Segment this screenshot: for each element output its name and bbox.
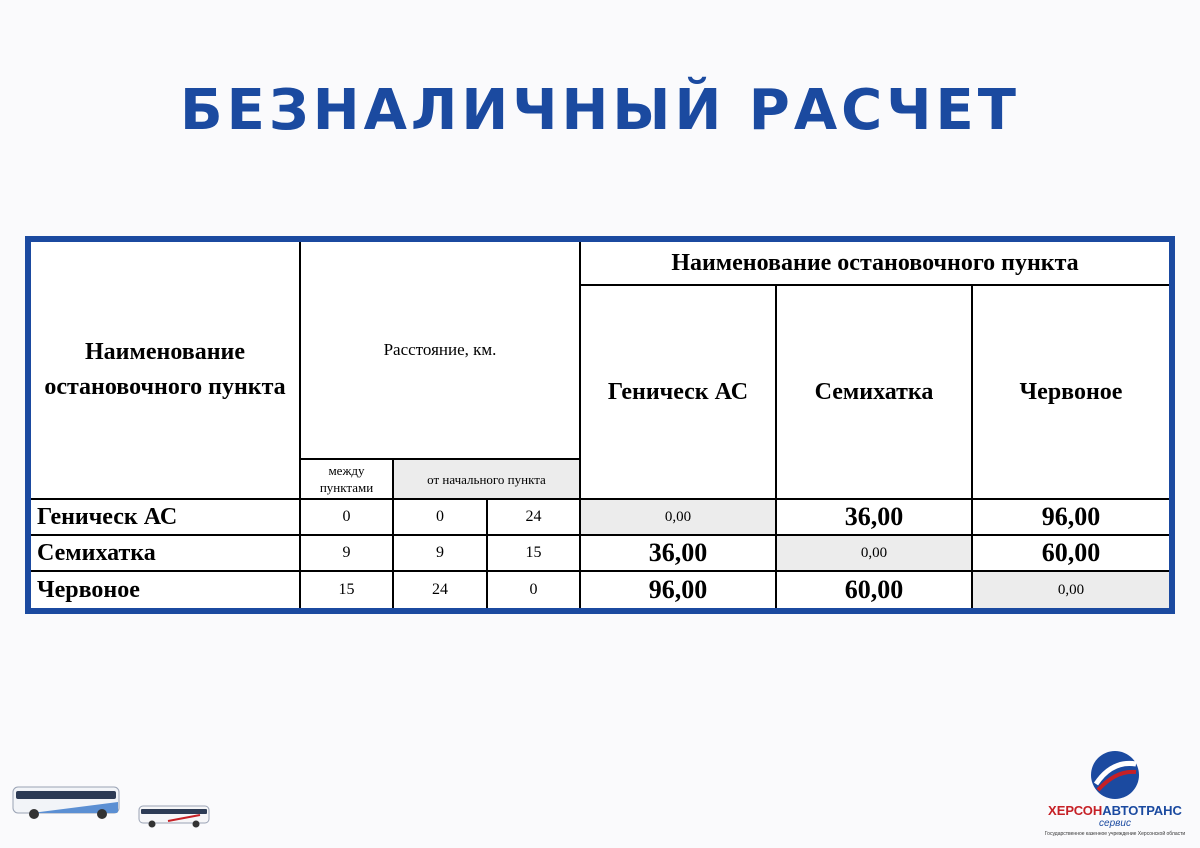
distance-between: 0: [342, 508, 351, 525]
grid-line: [579, 284, 1169, 286]
row-name: Семихатка: [37, 539, 156, 566]
distance-from-start: 9: [436, 544, 444, 561]
fare-table: [25, 236, 1175, 614]
grid-line: [579, 242, 581, 608]
bus-large-icon: [12, 784, 122, 822]
header-destinations: Наименование остановочного пункта: [671, 249, 1079, 276]
grid-line: [299, 242, 301, 608]
grid-line: [299, 458, 581, 460]
distance-from-start: 0: [436, 508, 444, 525]
price-cell: 36,00: [648, 538, 708, 567]
header-stop-name: Наименование остановочного пункта: [44, 339, 286, 400]
distance-to-end: 0: [529, 581, 538, 598]
distance-between: 15: [338, 581, 355, 598]
price-cell: 60,00: [844, 575, 904, 604]
logo-brand: [1040, 803, 1190, 818]
company-logo: [1040, 748, 1190, 840]
price-cell: 96,00: [1041, 502, 1101, 531]
header-from-start: от начального пункта: [394, 460, 579, 498]
price-cell: 0,00: [777, 536, 971, 570]
grid-line: [775, 284, 777, 608]
logo-brand-red: ХЕРСОН: [1048, 803, 1103, 818]
price-cell: 60,00: [1041, 538, 1101, 567]
grid-line: [392, 458, 394, 608]
grid-line: [486, 498, 488, 608]
grid-line: [31, 534, 1169, 536]
logo-emblem-icon: [1090, 750, 1140, 800]
distance-from-start: 24: [432, 581, 448, 598]
header-between-points: между пунктами: [319, 463, 374, 495]
price-cell: 36,00: [844, 502, 904, 531]
distance-to-end: 15: [525, 544, 542, 561]
page-title: БЕЗНАЛИЧНЫЙ РАСЧЕТ: [179, 78, 1020, 143]
row-name: Червоное: [37, 576, 140, 603]
row-name: Геническ АС: [37, 503, 178, 530]
price-cell: 0,00: [581, 500, 775, 534]
header-distance: Расстояние, км.: [383, 340, 497, 359]
price-cell: 96,00: [648, 575, 708, 604]
header-dest-genichesk: Геническ АС: [607, 378, 749, 405]
logo-brand-blue: АВТОТРАНС: [1102, 803, 1182, 818]
price-cell: 0,00: [973, 572, 1169, 608]
distance-between: 9: [342, 544, 351, 561]
header-dest-semikhatka: Семихатка: [814, 378, 934, 405]
distance-to-end: 24: [525, 508, 542, 525]
grid-line: [31, 498, 1169, 500]
grid-line: [971, 284, 973, 608]
grid-line: [31, 570, 1169, 572]
bus-small-icon: [138, 803, 212, 829]
logo-fine-print: Государственное казенное учреждение Херсонской области: [1044, 831, 1186, 837]
header-dest-chervonoe: Червоное: [1019, 378, 1123, 405]
logo-subtitle: сервис: [1099, 818, 1131, 829]
